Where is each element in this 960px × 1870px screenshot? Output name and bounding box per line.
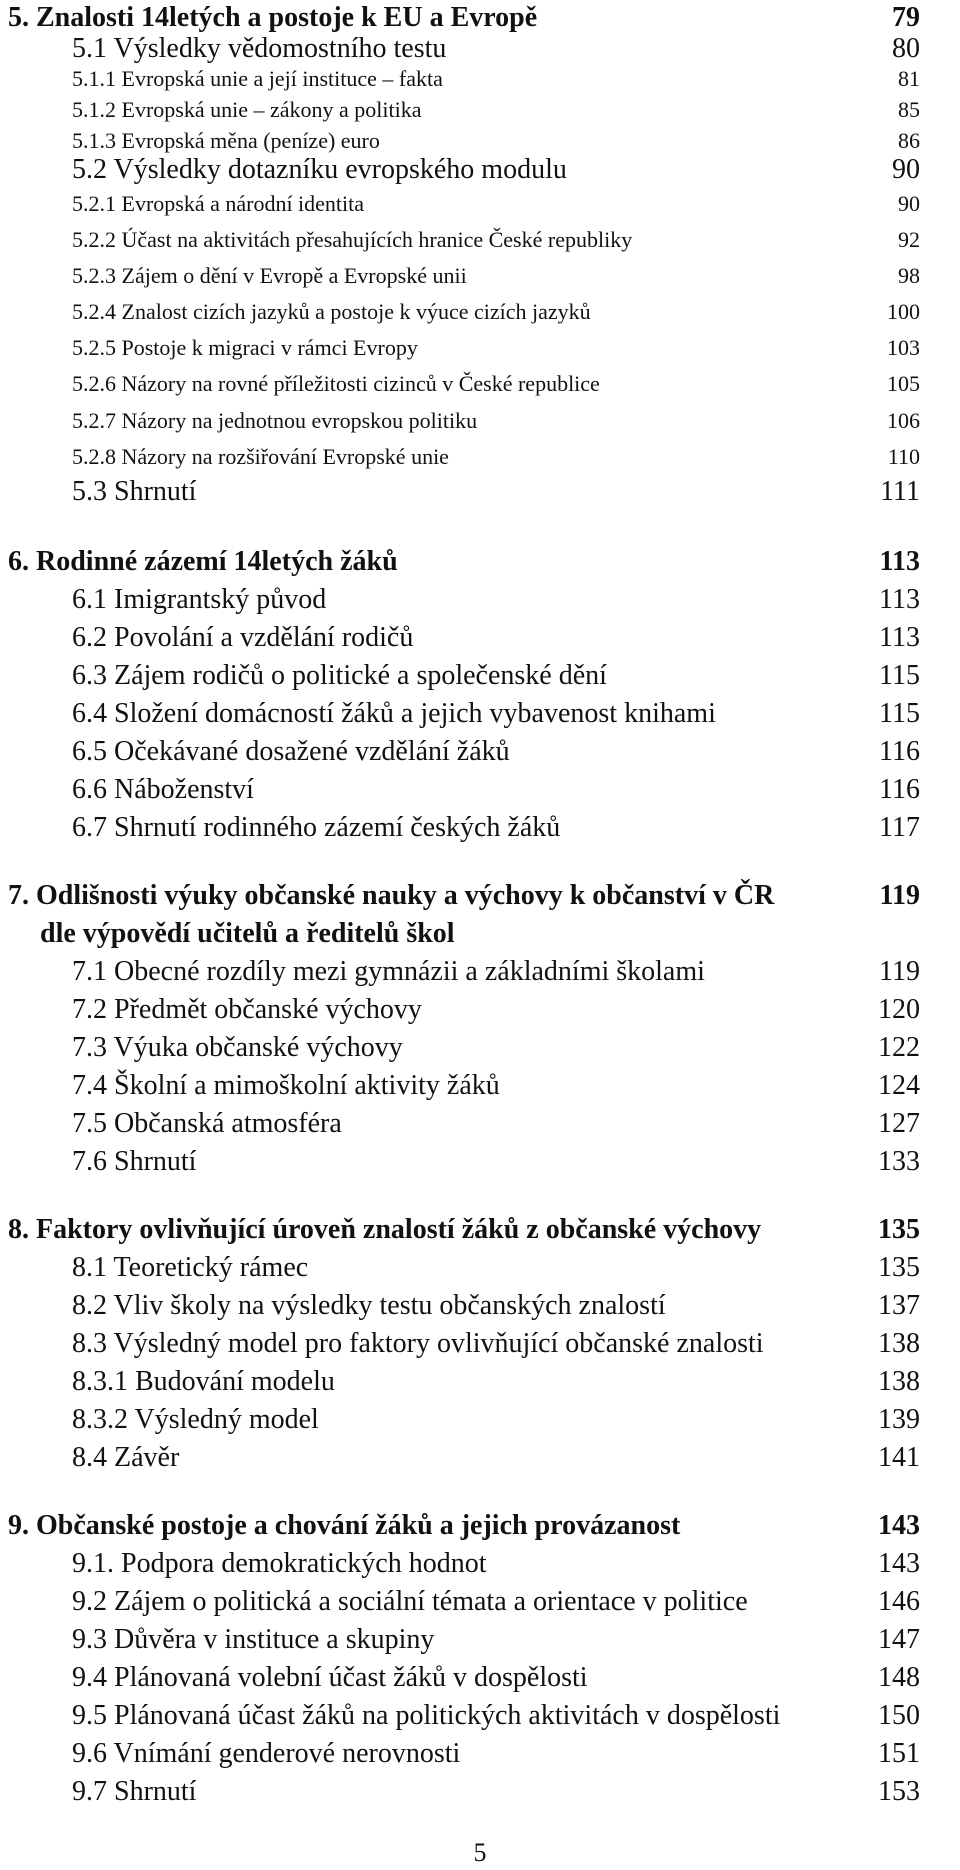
toc-entry-page: 81 [898,66,920,91]
toc-entry-title: 7.1 Obecné rozdíly mezi gymnázii a základními školami [72,956,705,987]
toc-entry-title: 8.2 Vliv školy na výsledky testu občanských znalostí [72,1290,666,1321]
toc-entry-page: 100 [887,299,920,324]
toc-entry-title: 8.1 Teoretický rámec [72,1252,309,1283]
toc-entry-title: 7.3 Výuka občanské výchovy [72,1032,403,1063]
toc-entry-title: 8.3 Výsledný model pro faktory ovlivňující občanské znalosti [72,1328,764,1359]
toc-entry-page: 117 [879,812,920,843]
toc-entry-title: 5.1.2 Evropská unie – zákony a politika [72,97,422,122]
toc-entry-title: 7.4 Školní a mimoškolní aktivity žáků [72,1070,500,1101]
toc-entry-page: 116 [879,774,920,805]
toc-entry-title: 5.1 Výsledky vědomostního testu [72,33,447,64]
toc-entry-title: 9.2 Zájem o politická a sociální témata a orientace v politice [72,1586,748,1617]
toc-entry-title: 6.6 Náboženství [72,774,254,805]
toc-entry-title: 5.2 Výsledky dotazníku evropského modulu [72,154,567,185]
toc-entry-page: 135 [878,1214,920,1245]
toc-entry-title: 7. Odlišnosti výuky občanské nauky a výchovy k občanství v ČR [8,880,775,911]
toc-entry-page: 151 [878,1738,920,1769]
toc-entry-page: 143 [878,1548,920,1579]
toc-entry-title: 9.6 Vnímání genderové nerovnosti [72,1738,461,1769]
toc-entry-title: 9. Občanské postoje a chování žáků a jejich provázanost [8,1510,681,1541]
toc-entry-title: 5.2.6 Názory na rovné příležitosti cizinců v České republice [72,371,600,396]
toc-entry-page: 138 [878,1366,920,1397]
toc-entry-page: 139 [878,1404,920,1435]
toc-entry-title: 5.1.3 Evropská měna (peníze) euro [72,128,380,153]
toc-entry-title: 7.6 Shrnutí [72,1146,197,1177]
toc-entry-page: 90 [892,154,920,185]
toc-entry-page: 119 [879,880,920,911]
toc-entry-page: 116 [879,736,920,767]
toc-entry-page: 150 [878,1700,920,1731]
toc-entry-title: 6.3 Zájem rodičů o politické a společenské dění [72,660,607,691]
toc-entry-page: 103 [887,335,920,360]
toc-entry-page: 133 [878,1146,920,1177]
toc-entry-page: 119 [879,956,920,987]
toc-entry-title: 6.4 Složení domácností žáků a jejich vybavenost knihami [72,698,716,729]
toc-entry-title: 6.5 Očekávané dosažené vzdělání žáků [72,736,510,767]
toc-entry-page: 115 [879,698,920,729]
toc-entry-page: 106 [887,408,920,433]
toc-entry-title: 5. Znalosti 14letých a postoje k EU a Evropě [8,2,538,33]
toc-entry-page: 105 [887,371,920,396]
toc-entry-page: 124 [878,1070,920,1101]
toc-entry-title: 6.1 Imigrantský původ [72,584,327,615]
toc-entry-page: 137 [878,1290,920,1321]
toc-entry-title: 7.5 Občanská atmosféra [72,1108,342,1139]
toc-entry-page: 79 [892,2,920,33]
toc-entry-title: 8.3.2 Výsledný model [72,1404,319,1435]
toc-entry-title: 5.2.1 Evropská a národní identita [72,191,365,216]
toc-entry-title: 5.2.5 Postoje k migraci v rámci Evropy [72,335,418,360]
toc-entry-page: 147 [878,1624,920,1655]
toc-entry-page: 92 [898,227,920,252]
toc-entry-title: 5.2.8 Názory na rozšiřování Evropské unie [72,444,449,469]
toc-entry-page: 113 [879,584,920,615]
toc-entry-title: 5.3 Shrnutí [72,476,197,507]
toc-entry-title: 5.2.3 Zájem o dění v Evropě a Evropské unii [72,263,467,288]
toc-entry-title: 9.7 Shrnutí [72,1776,197,1807]
toc-entry-page: 153 [878,1776,920,1807]
toc-entry-title: 9.3 Důvěra v instituce a skupiny [72,1624,435,1655]
toc-entry-title: 5.2.2 Účast na aktivitách přesahujících hranice České republiky [72,227,633,252]
toc-entry-title: 9.5 Plánovaná účast žáků na politických aktivitách v dospělosti [72,1700,781,1731]
toc-entry-page: 113 [879,546,920,577]
toc-entry-page: 90 [898,191,920,216]
toc-entry-title: 5.1.1 Evropská unie a její instituce – fakta [72,66,443,91]
toc-entry-title: dle výpovědí učitelů a ředitelů škol [40,918,455,949]
toc-entry-page: 113 [879,622,920,653]
toc-entry-page: 111 [880,476,920,507]
toc-entry-page: 143 [878,1510,920,1541]
toc-entry-page: 80 [892,33,920,64]
toc-entry-page: 110 [887,444,920,469]
toc-entry-title: 6. Rodinné zázemí 14letých žáků [8,546,398,577]
toc-entry-page: 141 [878,1442,920,1473]
toc-entry-page: 120 [878,994,920,1025]
toc-entry-title: 6.2 Povolání a vzdělání rodičů [72,622,414,653]
toc-entry-title: 5.2.7 Názory na jednotnou evropskou politiku [72,408,478,433]
toc-entry-title: 9.1. Podpora demokratických hodnot [72,1548,487,1579]
toc-entry-page: 148 [878,1662,920,1693]
toc-entry-page: 115 [879,660,920,691]
toc-entry-page: 127 [878,1108,920,1139]
toc-entry-page: 85 [898,97,920,122]
toc-entry-title: 8.4 Závěr [72,1442,180,1473]
toc-entry-page: 135 [878,1252,920,1283]
toc-entry-page: 86 [898,128,920,153]
toc-entry-page: 146 [878,1586,920,1617]
page-number: 5 [473,1838,487,1867]
toc-entry-page: 98 [898,263,920,288]
toc-entry-page: 122 [878,1032,920,1063]
toc-entry-title: 8.3.1 Budování modelu [72,1366,335,1397]
toc-entry-title: 5.2.4 Znalost cizích jazyků a postoje k výuce cizích jazyků [72,299,591,324]
toc-entry-title: 7.2 Předmět občanské výchovy [72,994,422,1025]
toc-entry-title: 6.7 Shrnutí rodinného zázemí českých žáků [72,812,561,843]
toc-entry-title: 8. Faktory ovlivňující úroveň znalostí žáků z občanské výchovy [8,1214,762,1245]
toc-entry-title: 9.4 Plánovaná volební účast žáků v dospělosti [72,1662,588,1693]
toc-entry-page: 138 [878,1328,920,1359]
